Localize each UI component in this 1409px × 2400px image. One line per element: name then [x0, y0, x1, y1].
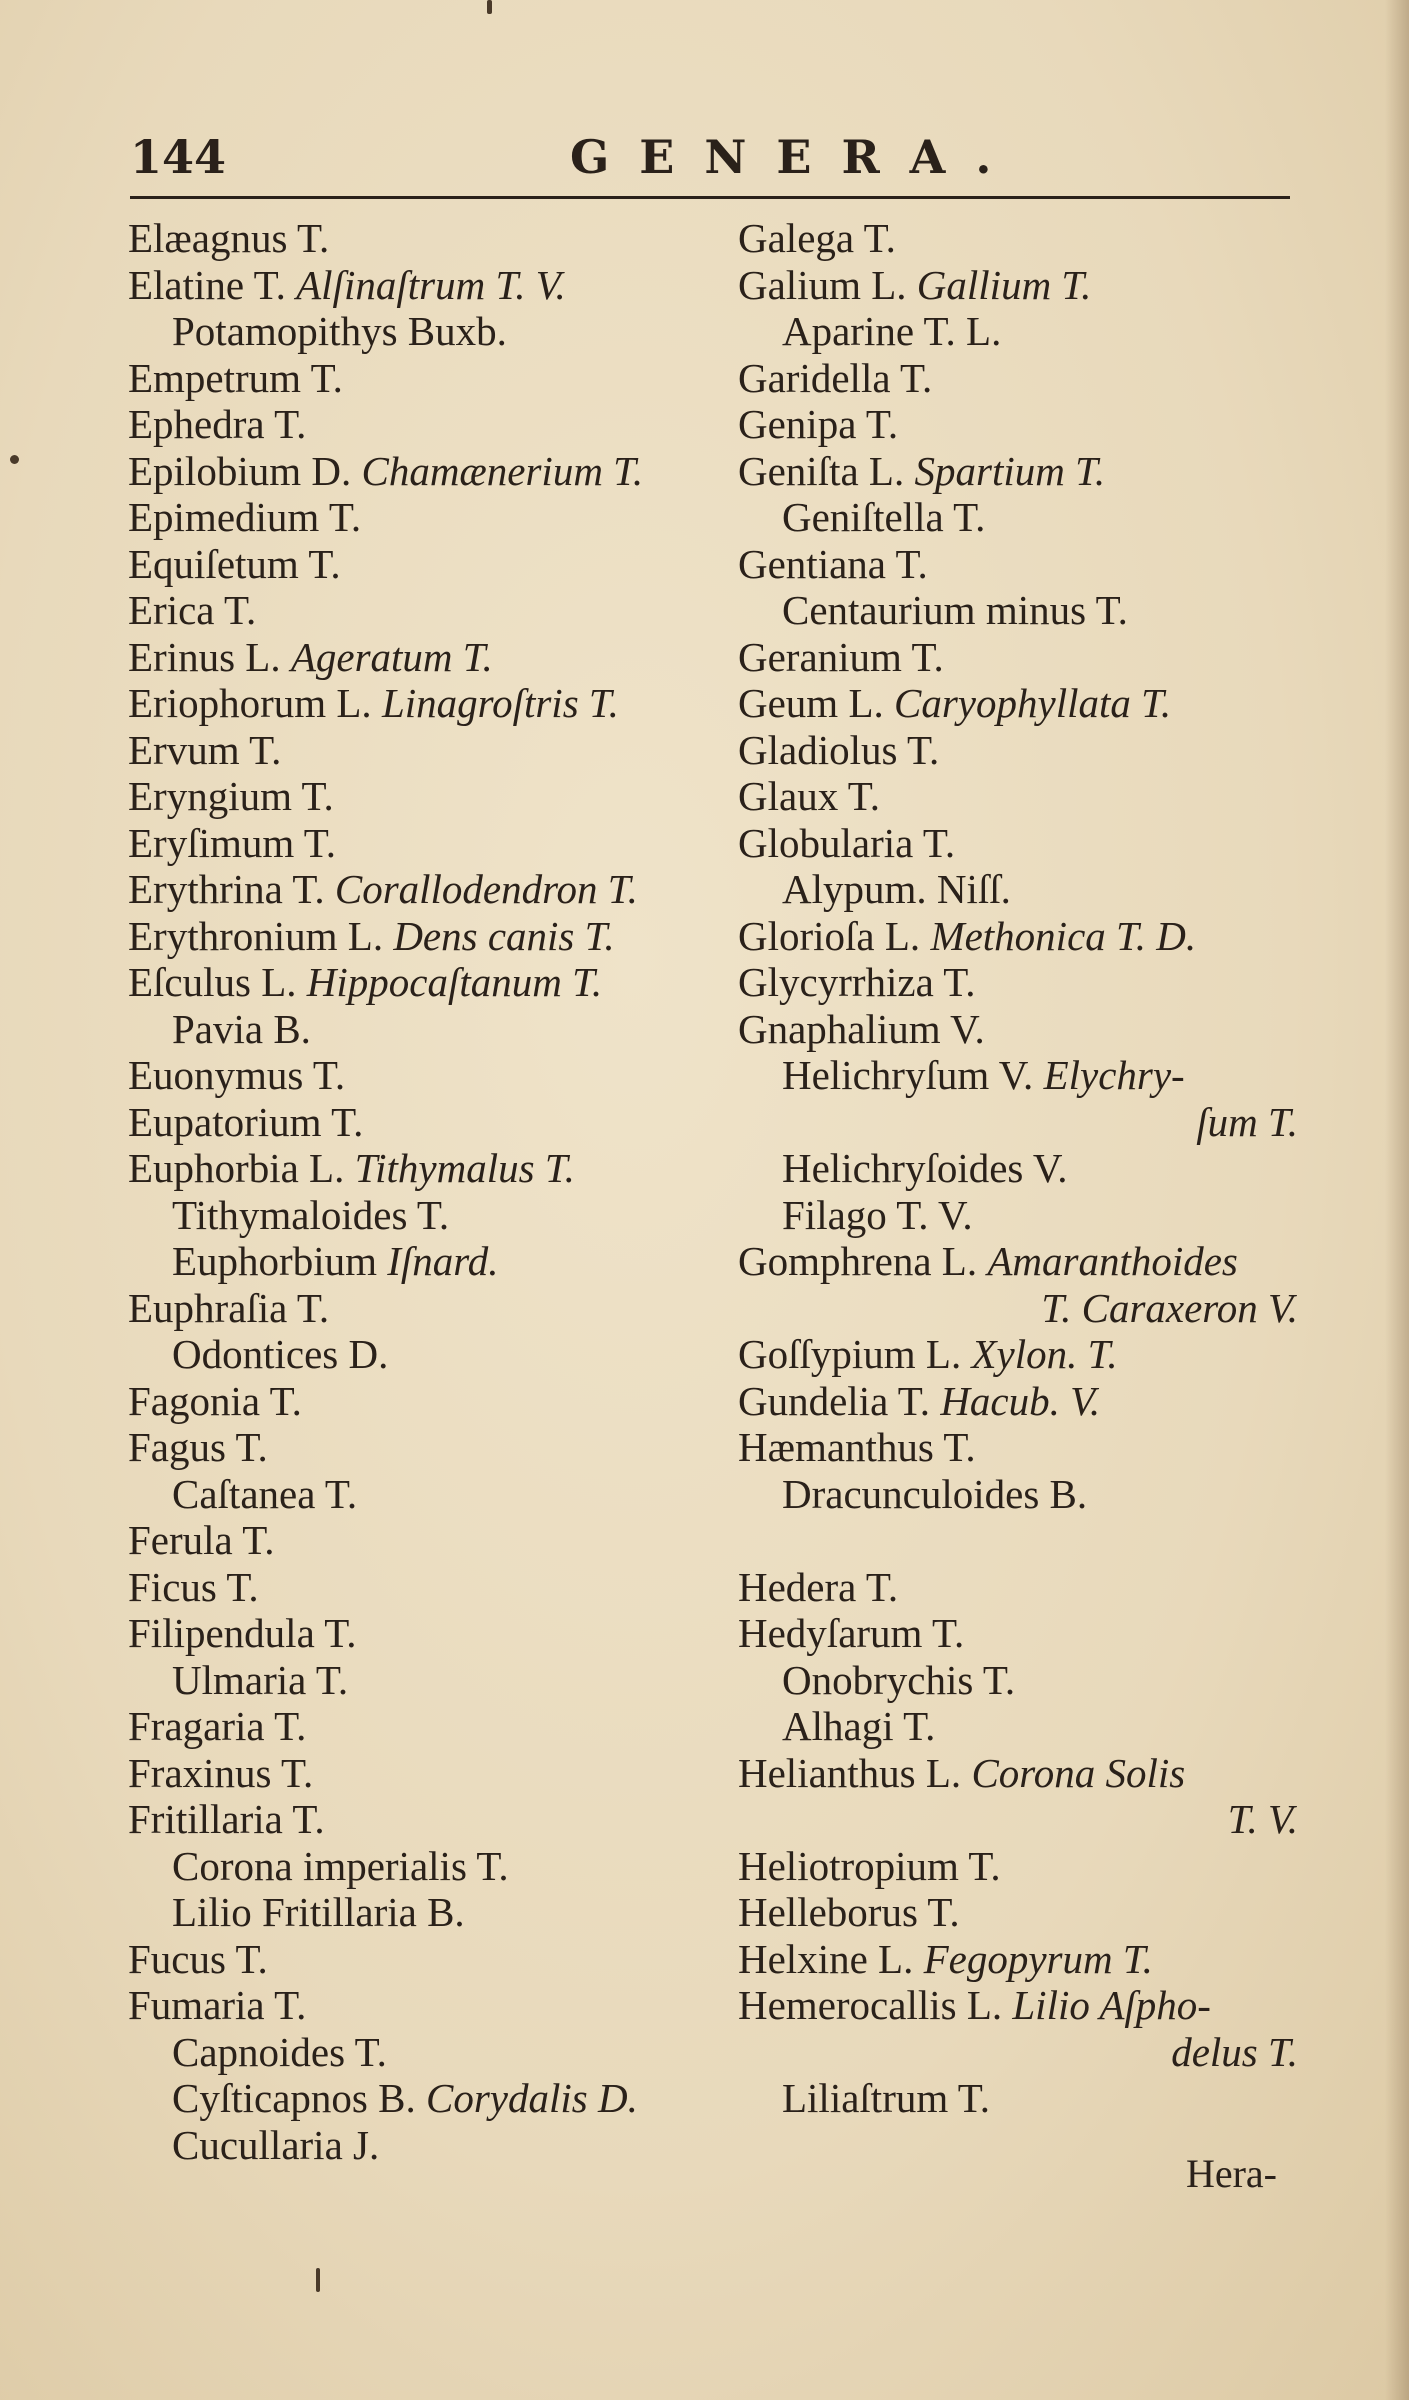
- entry-name: Fragaria T.: [128, 1703, 307, 1749]
- genus-entry: [128, 1564, 728, 1611]
- entry-name: Elatine T.: [128, 261, 286, 308]
- genus-entry: [738, 1331, 1328, 1378]
- entry-name: Geum L.: [738, 680, 884, 726]
- entry-name: Geniſta L.: [738, 447, 905, 494]
- genus-entry: [738, 262, 1328, 309]
- entry-name: Empetrum T.: [128, 354, 343, 401]
- entry-name: Alypum. Niſſ.: [782, 866, 1011, 912]
- catchword: Hera-: [1185, 2151, 1277, 2196]
- entry-name: Liliaſtrum T.: [782, 2075, 991, 2121]
- genus-entry: [128, 355, 728, 402]
- entry-name: Garidella T.: [738, 354, 933, 401]
- genus-entry: [128, 1145, 728, 1192]
- entry-name: Erythronium L.: [128, 912, 384, 959]
- entry-name: Epimedium T.: [128, 494, 362, 540]
- entry-name: Fagonia T.: [128, 1377, 302, 1424]
- synonym-entry: [738, 1703, 1328, 1750]
- blank-line: [738, 1517, 1328, 1564]
- synonym-entry: [738, 866, 1328, 913]
- entry-name: Ferula T.: [128, 1517, 275, 1563]
- entry-synonym-italic: Hippocaſtanum T.: [306, 959, 603, 1005]
- entry-name: Erythrina T.: [128, 866, 325, 912]
- entry-synonym-italic: Amaranthoides: [987, 1238, 1238, 1284]
- entry-name: Erinus L.: [128, 633, 281, 680]
- genus-entry: [738, 1843, 1328, 1890]
- entry-name: Eriophorum L.: [128, 680, 372, 726]
- entry-name: Galium L.: [738, 261, 907, 308]
- genus-entry: [128, 773, 728, 820]
- genus-entry: [128, 1936, 728, 1983]
- entry-name: Fucus T.: [128, 1935, 268, 1982]
- entry-name: Helichryſum V.: [782, 1052, 1034, 1098]
- entry-name: Filipendula T.: [128, 1610, 357, 1656]
- entry-synonym-italic: Methonica T. D.: [930, 912, 1197, 959]
- synonym-entry: [128, 2075, 728, 2122]
- entry-name: Fraxinus T.: [128, 1749, 314, 1796]
- genus-entry: [128, 634, 728, 681]
- synonym-entry: [738, 2075, 1328, 2122]
- genus-entry: [738, 1238, 1328, 1331]
- right-column: [738, 215, 1328, 2122]
- genus-entry: [738, 959, 1328, 1006]
- entry-continuation: ſum T.: [1196, 1098, 1298, 1145]
- entry-name: Hæmanthus T.: [738, 1424, 976, 1470]
- entry-synonym-italic: Corallodendron T.: [334, 866, 638, 912]
- entry-synonym-italic: Spartium T.: [914, 447, 1106, 494]
- synonym-entry: [738, 494, 1328, 541]
- entry-name: Gomphrena L.: [738, 1238, 978, 1284]
- entry-name: Hedyſarum T.: [738, 1610, 965, 1656]
- synonym-entry: [128, 1006, 728, 1053]
- entry-synonym-italic: Alſinaſtrum T. V.: [296, 261, 566, 308]
- entry-synonym-italic: Xylon. T.: [971, 1331, 1118, 1377]
- left-column: [128, 215, 728, 2168]
- synonym-entry: [128, 1331, 728, 1378]
- entry-name: Capnoides T.: [172, 2028, 387, 2075]
- entry-name: Eſculus L.: [128, 959, 297, 1005]
- entry-name: Corona imperialis T.: [172, 1842, 509, 1889]
- genus-entry: [738, 913, 1328, 960]
- entry-name: Gundelia T.: [738, 1377, 931, 1424]
- entry-name: Helxine L.: [738, 1935, 914, 1982]
- genus-entry: [128, 1703, 728, 1750]
- genus-entry: [738, 1378, 1328, 1425]
- synonym-entry: [128, 2029, 728, 2076]
- entry-name: Hemerocallis L.: [738, 1982, 1003, 2028]
- entry-continuation: T. V.: [1227, 1796, 1298, 1842]
- genus-entry: [738, 634, 1328, 681]
- entry-name: Lilio Fritillaria B.: [172, 1889, 465, 1935]
- page-number: 144: [130, 130, 227, 184]
- entry-name: Helichryſoides V.: [782, 1145, 1068, 1191]
- genus-entry: [128, 1099, 728, 1146]
- entry-name: Caſtanea T.: [172, 1470, 358, 1517]
- entry-name: Euphraſia T.: [128, 1284, 330, 1331]
- entry-name: Glycyrrhiza T.: [738, 959, 976, 1005]
- genus-entry: [128, 494, 728, 541]
- entry-name: Helleborus T.: [738, 1889, 960, 1935]
- genus-entry: [128, 215, 728, 262]
- genus-entry: [738, 1889, 1328, 1936]
- entry-name: Fagus T.: [128, 1424, 268, 1470]
- entry-name: Helianthus L.: [738, 1749, 962, 1796]
- entry-name: Ficus T.: [128, 1563, 259, 1610]
- entry-name: Pavia B.: [172, 1005, 311, 1052]
- entry-name: Tithymaloides T.: [172, 1191, 450, 1238]
- entry-name: Globularia T.: [738, 819, 956, 866]
- entry-name: Epilobium D.: [128, 447, 352, 494]
- genus-entry: [738, 401, 1328, 448]
- entry-name: Gnaphalium V.: [738, 1005, 985, 1052]
- entry-name: Goſſypium L.: [738, 1331, 962, 1377]
- genus-entry: [128, 866, 728, 913]
- genus-entry: [738, 355, 1328, 402]
- ink-speck: [316, 2268, 320, 2292]
- entry-name: Onobrychis T.: [782, 1656, 1016, 1703]
- entry-name: Euphorbia L.: [128, 1145, 345, 1191]
- synonym-entry: [128, 1843, 728, 1890]
- entry-name: Gladiolus T.: [738, 726, 940, 773]
- entry-name: Eryngium T.: [128, 773, 334, 819]
- genus-entry: [128, 541, 728, 588]
- entry-name: Alhagi T.: [782, 1703, 936, 1749]
- genus-entry: [128, 820, 728, 867]
- entry-name: Equiſetum T.: [128, 540, 341, 587]
- entry-synonym-italic: Corona Solis: [971, 1749, 1186, 1796]
- entry-synonym-italic: Fegopyrum T.: [923, 1935, 1153, 1982]
- genus-entry: [738, 1936, 1328, 1983]
- genus-entry: [738, 448, 1328, 495]
- entry-synonym-italic: Hacub. V.: [940, 1377, 1101, 1424]
- entry-name: Eryſimum T.: [128, 819, 337, 866]
- entry-name: Ervum T.: [128, 726, 282, 773]
- entry-name: Fritillaria T.: [128, 1796, 325, 1842]
- entry-name: Glorioſa L.: [738, 912, 921, 959]
- running-title: GENERA.: [570, 130, 1022, 184]
- entry-name: Genipa T.: [738, 401, 899, 447]
- entry-continuation: delus T.: [1171, 2028, 1298, 2075]
- entry-synonym-italic: Dens canis T.: [393, 912, 615, 959]
- entry-name: Gentiana T.: [738, 540, 928, 587]
- page-edge-shadow: [1385, 0, 1409, 2400]
- genus-entry: [128, 1517, 728, 1564]
- synonym-entry: [128, 2122, 728, 2169]
- genus-entry: [128, 1796, 728, 1843]
- entry-synonym-italic: Chamænerium T.: [361, 447, 644, 494]
- entry-name: Erica T.: [128, 587, 257, 633]
- entry-synonym-italic: Lilio Aſpho-: [1012, 1982, 1211, 2028]
- genus-entry: [128, 1982, 728, 2029]
- genus-entry: [128, 401, 728, 448]
- genus-entry: [128, 959, 728, 1006]
- synonym-entry: [128, 1657, 728, 1704]
- genus-entry: [128, 913, 728, 960]
- synonym-entry: [738, 1145, 1328, 1192]
- synonym-entry: [738, 1192, 1328, 1239]
- entry-name: Ulmaria T.: [172, 1656, 349, 1703]
- entry-name: Eupatorium T.: [128, 1098, 364, 1145]
- entry-name: Potamopithys Buxb.: [172, 308, 507, 354]
- entry-name: Euphorbium: [172, 1238, 377, 1284]
- synonym-entry: [738, 1052, 1328, 1145]
- genus-entry: [738, 1006, 1328, 1053]
- entry-name: Cyſticapnos B.: [172, 2075, 416, 2121]
- entry-name: Galega T.: [738, 215, 896, 261]
- genus-entry: [738, 1610, 1328, 1657]
- genus-entry: [738, 773, 1328, 820]
- genus-entry: [738, 727, 1328, 774]
- entry-name: Geranium T.: [738, 633, 944, 680]
- ink-speck: [487, 0, 492, 14]
- genus-entry: [128, 1424, 728, 1471]
- entry-name: Centaurium minus T.: [782, 587, 1128, 633]
- entry-synonym-italic: Tithymalus T.: [354, 1145, 575, 1191]
- entry-name: Aparine T. L.: [782, 308, 1002, 354]
- genus-entry: [738, 215, 1328, 262]
- entry-name: Geniſtella T.: [782, 494, 986, 540]
- entry-synonym-italic: Ageratum T.: [290, 633, 493, 680]
- synonym-entry: [738, 1657, 1328, 1704]
- genus-entry: [128, 1285, 728, 1332]
- entry-name: Elæagnus T.: [128, 215, 330, 261]
- entry-name: Filago T. V.: [782, 1191, 973, 1238]
- synonym-entry: [738, 1471, 1328, 1518]
- genus-entry: [738, 680, 1328, 727]
- synonym-entry: [738, 308, 1328, 355]
- synonym-entry: [128, 1192, 728, 1239]
- synonym-entry: [128, 1471, 728, 1518]
- genus-entry: [128, 587, 728, 634]
- entry-name: Ephedra T.: [128, 401, 307, 447]
- genus-entry: [738, 541, 1328, 588]
- entry-name: Glaux T.: [738, 773, 880, 819]
- entry-synonym-italic: Linagroſtris T.: [381, 680, 619, 726]
- entry-continuation: T. Caraxeron V.: [1041, 1284, 1298, 1331]
- genus-entry: [128, 1610, 728, 1657]
- entry-name: Hedera T.: [738, 1563, 899, 1610]
- genus-entry: [128, 727, 728, 774]
- ink-speck: [10, 455, 19, 464]
- genus-entry: [738, 1750, 1328, 1843]
- entry-name: Cucullaria J.: [172, 2121, 380, 2168]
- entry-synonym-italic: Gallium T.: [916, 261, 1092, 308]
- genus-entry: [738, 1982, 1328, 2075]
- page-header: [130, 130, 1290, 190]
- entry-name: Fumaria T.: [128, 1982, 307, 2028]
- genus-entry: [738, 1564, 1328, 1611]
- entry-synonym-italic: Caryophyllata T.: [894, 680, 1172, 726]
- entry-synonym-italic: Corydalis D.: [425, 2075, 638, 2121]
- genus-entry: [128, 262, 728, 309]
- genus-entry: [738, 1424, 1328, 1471]
- synonym-entry: [128, 1889, 728, 1936]
- header-rule: [130, 196, 1290, 199]
- entry-synonym-italic: Elychry-: [1043, 1052, 1185, 1098]
- genus-entry: [738, 820, 1328, 867]
- synonym-entry: [128, 308, 728, 355]
- entry-name: Heliotropium T.: [738, 1842, 1001, 1889]
- genus-entry: [128, 680, 728, 727]
- genus-entry: [128, 1378, 728, 1425]
- entry-synonym-italic: Iſnard.: [387, 1238, 499, 1284]
- genus-entry: [128, 448, 728, 495]
- entry-name: Euonymus T.: [128, 1052, 346, 1098]
- synonym-entry: [738, 587, 1328, 634]
- entry-name: Dracunculoides B.: [782, 1470, 1088, 1517]
- genus-entry: [128, 1052, 728, 1099]
- entry-name: Odontices D.: [172, 1331, 389, 1377]
- synonym-entry: [128, 1238, 728, 1285]
- genus-entry: [128, 1750, 728, 1797]
